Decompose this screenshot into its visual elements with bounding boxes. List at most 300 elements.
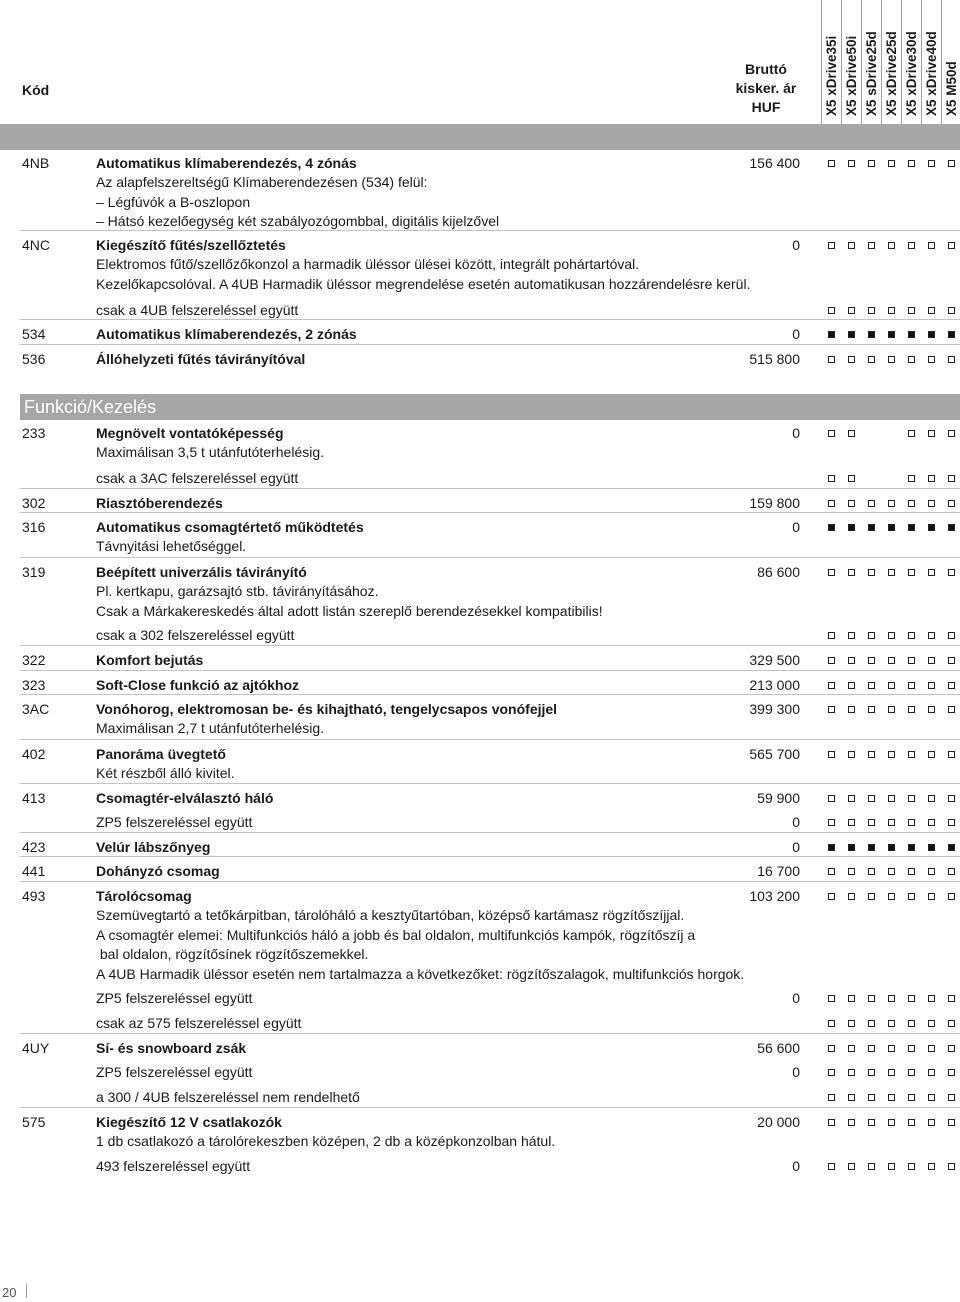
option-code: 323	[22, 677, 46, 693]
optional-equipment-marker	[828, 1069, 835, 1076]
optional-equipment-marker	[848, 569, 855, 576]
optional-equipment-marker	[868, 1094, 875, 1101]
standard-equipment-marker	[848, 331, 855, 338]
optional-equipment-marker	[948, 682, 955, 689]
option-price: 59 900	[757, 790, 800, 806]
optional-equipment-marker	[868, 1069, 875, 1076]
column-divider	[901, 0, 902, 124]
optional-equipment-marker	[828, 242, 835, 249]
optional-equipment-marker	[908, 307, 915, 314]
option-detail-line: Pl. kertkapu, garázsajtó stb. távirányításához.	[96, 583, 379, 600]
option-description	[96, 1088, 756, 1107]
option-price: 213 000	[749, 677, 800, 693]
row-divider	[20, 739, 960, 740]
optional-equipment-marker	[868, 1020, 875, 1027]
option-code: 4NB	[22, 155, 50, 171]
standard-equipment-marker	[908, 524, 915, 531]
optional-equipment-marker	[948, 751, 955, 758]
optional-equipment-marker	[908, 1069, 915, 1076]
optional-equipment-marker	[848, 242, 855, 249]
standard-equipment-marker	[888, 844, 895, 851]
option-title: Velúr lábszőnyeg	[96, 839, 211, 855]
optional-equipment-marker	[868, 632, 875, 639]
optional-equipment-marker	[908, 657, 915, 664]
optional-equipment-marker	[848, 1045, 855, 1052]
optional-equipment-marker	[928, 706, 935, 713]
option-detail-line: csak az 575 felszereléssel együtt	[96, 1015, 302, 1031]
option-detail-line: – Hátsó kezelőegység két szabályozógombbal, digitális kijelzővel	[96, 213, 500, 230]
option-description	[96, 154, 756, 232]
optional-equipment-marker	[828, 819, 835, 826]
standard-equipment-marker	[928, 844, 935, 851]
option-description	[96, 989, 756, 1008]
option-title: Tárolócsomag	[96, 888, 192, 904]
optional-equipment-marker	[928, 160, 935, 167]
option-title: Soft-Close funkció az ajtókhoz	[96, 677, 300, 693]
optional-equipment-marker	[868, 893, 875, 900]
optional-equipment-marker	[908, 160, 915, 167]
optional-equipment-marker	[868, 307, 875, 314]
option-price: 16 700	[757, 863, 800, 879]
optional-equipment-marker	[908, 1094, 915, 1101]
optional-equipment-marker	[908, 569, 915, 576]
optional-equipment-marker	[948, 307, 955, 314]
standard-equipment-marker	[868, 844, 875, 851]
option-code: 441	[22, 863, 46, 879]
optional-equipment-marker	[888, 995, 895, 1002]
option-price: 0	[792, 326, 800, 342]
optional-equipment-marker	[828, 500, 835, 507]
optional-equipment-marker	[928, 569, 935, 576]
optional-equipment-marker	[928, 795, 935, 802]
optional-equipment-marker	[948, 632, 955, 639]
option-description	[96, 469, 756, 488]
optional-equipment-marker	[848, 657, 855, 664]
optional-equipment-marker	[908, 632, 915, 639]
optional-equipment-marker	[888, 868, 895, 875]
optional-equipment-marker	[828, 868, 835, 875]
optional-equipment-marker	[868, 657, 875, 664]
optional-equipment-marker	[828, 356, 835, 363]
optional-equipment-marker	[848, 1069, 855, 1076]
optional-equipment-marker	[888, 1119, 895, 1126]
optional-equipment-marker	[888, 356, 895, 363]
row-divider	[20, 557, 960, 558]
standard-equipment-marker	[948, 331, 955, 338]
optional-equipment-marker	[888, 1163, 895, 1170]
standard-equipment-marker	[908, 331, 915, 338]
option-description	[96, 325, 756, 344]
section-header	[20, 394, 960, 420]
option-price: 86 600	[757, 564, 800, 580]
option-price: 103 200	[749, 888, 800, 904]
standard-equipment-marker	[888, 524, 895, 531]
option-code: 322	[22, 652, 46, 668]
optional-equipment-marker	[948, 569, 955, 576]
option-code: 413	[22, 790, 46, 806]
option-code: 536	[22, 351, 46, 367]
column-divider	[921, 0, 922, 124]
option-price: 0	[792, 814, 800, 830]
option-code: 302	[22, 495, 46, 511]
optional-equipment-marker	[828, 1163, 835, 1170]
optional-equipment-marker	[828, 569, 835, 576]
option-title: Automatikus csomagtértető működtetés	[96, 519, 364, 535]
option-price: 0	[792, 990, 800, 1006]
option-code: 319	[22, 564, 46, 580]
option-detail-line: Elektromos fűtő/szellőzőkonzol a harmadik üléssor ülései között, integrált pohártartóval.	[96, 256, 640, 273]
optional-equipment-marker	[828, 657, 835, 664]
optional-equipment-marker	[948, 657, 955, 664]
optional-equipment-marker	[848, 1119, 855, 1126]
standard-equipment-marker	[868, 524, 875, 531]
optional-equipment-marker	[908, 893, 915, 900]
optional-equipment-marker	[828, 1119, 835, 1126]
option-detail-line: Kezelőkapcsolóval. A 4UB Harmadik üléssor megrendelése esetén automatikusan hozzárendelésre kerül.	[96, 275, 751, 292]
optional-equipment-marker	[928, 475, 935, 482]
optional-equipment-marker	[848, 1020, 855, 1027]
optional-equipment-marker	[928, 307, 935, 314]
optional-equipment-marker	[848, 706, 855, 713]
model-column-header: X5 M50d	[944, 61, 959, 116]
optional-equipment-marker	[908, 868, 915, 875]
optional-equipment-marker	[888, 500, 895, 507]
option-detail-line: ZP5 felszereléssel együtt	[96, 990, 253, 1006]
option-title: Komfort bejutás	[96, 652, 204, 668]
optional-equipment-marker	[928, 1094, 935, 1101]
optional-equipment-marker	[868, 868, 875, 875]
optional-equipment-marker	[888, 819, 895, 826]
optional-equipment-marker	[888, 795, 895, 802]
option-price: 0	[792, 1064, 800, 1080]
optional-equipment-marker	[848, 356, 855, 363]
optional-equipment-marker	[908, 1020, 915, 1027]
option-detail-line: A csomagtér elemei: Multifunkciós háló a jobb és bal oldalon, multifunkciós kampók, rögzítőszíj a	[96, 926, 696, 943]
option-price: 329 500	[749, 652, 800, 668]
option-code: 4NC	[22, 237, 51, 253]
standard-equipment-marker	[908, 844, 915, 851]
optional-equipment-marker	[868, 1045, 875, 1052]
optional-equipment-marker	[848, 893, 855, 900]
option-title: Panoráma üvegtető	[96, 746, 226, 762]
option-price: 156 400	[749, 155, 800, 171]
option-detail-line: A 4UB Harmadik üléssor esetén nem tartalmazza a következőket: rögzítőszalagok, multifunkciós horgok.	[96, 965, 745, 982]
option-title: Riasztóberendezés	[96, 495, 223, 511]
optional-equipment-marker	[908, 1163, 915, 1170]
optional-equipment-marker	[868, 995, 875, 1002]
optional-equipment-marker	[948, 706, 955, 713]
optional-equipment-marker	[928, 868, 935, 875]
optional-equipment-marker	[908, 475, 915, 482]
optional-equipment-marker	[948, 1163, 955, 1170]
optional-equipment-marker	[888, 160, 895, 167]
optional-equipment-marker	[948, 868, 955, 875]
optional-equipment-marker	[868, 356, 875, 363]
optional-equipment-marker	[948, 1020, 955, 1027]
option-detail-line: 493 felszereléssel együtt	[96, 1158, 251, 1174]
optional-equipment-marker	[928, 1020, 935, 1027]
option-title: Kiegészítő fűtés/szellőztetés	[96, 237, 286, 253]
optional-equipment-marker	[908, 356, 915, 363]
optional-equipment-marker	[908, 1119, 915, 1126]
optional-equipment-marker	[888, 632, 895, 639]
optional-equipment-marker	[888, 682, 895, 689]
option-title: Kiegészítő 12 V csatlakozók	[96, 1114, 282, 1130]
optional-equipment-marker	[888, 1045, 895, 1052]
optional-equipment-marker	[928, 430, 935, 437]
standard-equipment-marker	[828, 524, 835, 531]
optional-equipment-marker	[828, 751, 835, 758]
optional-equipment-marker	[828, 893, 835, 900]
option-code: 4UY	[22, 1040, 50, 1056]
price-column-header	[735, 60, 797, 117]
optional-equipment-marker	[868, 242, 875, 249]
optional-equipment-marker	[848, 868, 855, 875]
optional-equipment-marker	[908, 795, 915, 802]
price-header-line: HUF	[751, 99, 781, 115]
standard-equipment-marker	[848, 524, 855, 531]
optional-equipment-marker	[828, 1094, 835, 1101]
optional-equipment-marker	[848, 475, 855, 482]
option-description	[96, 424, 756, 463]
optional-equipment-marker	[868, 795, 875, 802]
optional-equipment-marker	[868, 569, 875, 576]
standard-equipment-marker	[948, 844, 955, 851]
option-description	[96, 700, 756, 739]
optional-equipment-marker	[848, 430, 855, 437]
option-code: 423	[22, 839, 46, 855]
option-description	[96, 494, 756, 513]
option-detail-line: Távnyitási lehetőséggel.	[96, 538, 247, 555]
section-title: Funkció/Kezelés	[24, 397, 157, 417]
option-description	[96, 789, 756, 808]
option-detail-line: Az alapfelszereltségű Klímaberendezésen (534) felül:	[96, 174, 428, 191]
column-divider	[881, 0, 882, 124]
option-detail-line: Maximálisan 2,7 t utánfutóterhelésig.	[96, 720, 325, 737]
option-title: Dohányzó csomag	[96, 863, 220, 879]
optional-equipment-marker	[848, 307, 855, 314]
option-price: 0	[792, 519, 800, 535]
optional-equipment-marker	[948, 1119, 955, 1126]
optional-equipment-marker	[848, 1163, 855, 1170]
optional-equipment-marker	[928, 1069, 935, 1076]
optional-equipment-marker	[908, 430, 915, 437]
page-number: 20	[2, 1285, 17, 1300]
optional-equipment-marker	[828, 995, 835, 1002]
option-price: 56 600	[757, 1040, 800, 1056]
option-detail-line: Két részből álló kivitel.	[96, 765, 235, 782]
option-description	[96, 563, 756, 621]
optional-equipment-marker	[868, 1119, 875, 1126]
optional-equipment-marker	[948, 819, 955, 826]
optional-equipment-marker	[908, 995, 915, 1002]
optional-equipment-marker	[908, 706, 915, 713]
optional-equipment-marker	[948, 795, 955, 802]
column-divider	[861, 0, 862, 124]
optional-equipment-marker	[948, 995, 955, 1002]
option-detail-line: bal oldalon, rögzítősínek rögzítőszemekkel.	[96, 946, 369, 963]
option-description	[96, 1063, 756, 1082]
option-title: Csomagtér-elválasztó háló	[96, 790, 274, 806]
optional-equipment-marker	[948, 1069, 955, 1076]
optional-equipment-marker	[908, 1045, 915, 1052]
optional-equipment-marker	[928, 751, 935, 758]
optional-equipment-marker	[928, 819, 935, 826]
optional-equipment-marker	[928, 356, 935, 363]
optional-equipment-marker	[908, 751, 915, 758]
optional-equipment-marker	[848, 795, 855, 802]
option-description	[96, 887, 756, 984]
option-description	[96, 518, 756, 557]
footer-divider	[26, 1284, 27, 1298]
model-column-header: X5 sDrive25d	[864, 31, 879, 116]
optional-equipment-marker	[828, 475, 835, 482]
option-code: 534	[22, 326, 46, 342]
optional-equipment-marker	[848, 632, 855, 639]
standard-equipment-marker	[868, 331, 875, 338]
optional-equipment-marker	[868, 682, 875, 689]
optional-equipment-marker	[948, 242, 955, 249]
column-divider	[841, 0, 842, 124]
option-detail-line: csak a 302 felszereléssel együtt	[96, 627, 295, 643]
option-detail-line: 1 db csatlakozó a tárolórekeszben középen, 2 db a középkonzolban hátul.	[96, 1133, 556, 1150]
optional-equipment-marker	[828, 682, 835, 689]
optional-equipment-marker	[848, 682, 855, 689]
option-detail-line: – Légfúvók a B-oszlopon	[96, 193, 251, 210]
optional-equipment-marker	[928, 1045, 935, 1052]
option-detail-line: ZP5 felszereléssel együtt	[96, 814, 253, 830]
option-price: 515 800	[749, 351, 800, 367]
model-column-header: X5 xDrive40d	[924, 31, 939, 116]
optional-equipment-marker	[928, 1163, 935, 1170]
model-column-header: X5 xDrive25d	[884, 31, 899, 116]
model-column-header: X5 xDrive50i	[844, 35, 859, 116]
option-description	[96, 1039, 756, 1058]
option-title: Vonóhorog, elektromosan be- és kihajtható, tengelycsapos vonófejjel	[96, 701, 558, 717]
model-column-header: X5 xDrive30d	[904, 31, 919, 116]
option-description	[96, 236, 756, 294]
optional-equipment-marker	[928, 893, 935, 900]
optional-equipment-marker	[948, 1094, 955, 1101]
optional-equipment-marker	[888, 893, 895, 900]
optional-equipment-marker	[868, 160, 875, 167]
option-detail-line: a 300 / 4UB felszereléssel nem rendelhető	[96, 1089, 360, 1105]
optional-equipment-marker	[828, 430, 835, 437]
optional-equipment-marker	[868, 1163, 875, 1170]
option-detail-line: Maximálisan 3,5 t utánfutóterhelésig.	[96, 444, 325, 461]
optional-equipment-marker	[908, 242, 915, 249]
option-description	[96, 1157, 756, 1176]
price-header-line: Bruttó	[745, 61, 787, 77]
optional-equipment-marker	[888, 1020, 895, 1027]
option-code: 493	[22, 888, 46, 904]
option-description	[96, 745, 756, 784]
option-price: 0	[792, 1158, 800, 1174]
option-code: 575	[22, 1114, 46, 1130]
optional-equipment-marker	[888, 1094, 895, 1101]
optional-equipment-marker	[948, 160, 955, 167]
option-price: 159 800	[749, 495, 800, 511]
optional-equipment-marker	[848, 751, 855, 758]
optional-equipment-marker	[868, 500, 875, 507]
optional-equipment-marker	[848, 819, 855, 826]
option-description	[96, 1014, 756, 1033]
optional-equipment-marker	[948, 500, 955, 507]
optional-equipment-marker	[828, 1020, 835, 1027]
optional-equipment-marker	[928, 682, 935, 689]
price-header-line: kisker. ár	[735, 80, 797, 96]
option-title: Automatikus klímaberendezés, 4 zónás	[96, 155, 357, 171]
optional-equipment-marker	[908, 500, 915, 507]
standard-equipment-marker	[888, 331, 895, 338]
optional-equipment-marker	[888, 307, 895, 314]
optional-equipment-marker	[828, 160, 835, 167]
optional-equipment-marker	[928, 1119, 935, 1126]
optional-equipment-marker	[948, 893, 955, 900]
optional-equipment-marker	[848, 995, 855, 1002]
column-divider	[941, 0, 942, 124]
optional-equipment-marker	[948, 430, 955, 437]
option-description	[96, 838, 756, 857]
optional-equipment-marker	[868, 706, 875, 713]
option-code: 3AC	[22, 701, 50, 717]
optional-equipment-marker	[928, 657, 935, 664]
option-title: Sí- és snowboard zsák	[96, 1040, 247, 1056]
code-column-header: Kód	[22, 82, 50, 98]
option-detail-line: csak a 3AC felszereléssel együtt	[96, 470, 299, 486]
option-description	[96, 651, 756, 670]
option-detail-line: Szemüvegtartó a tetőkárpitban, tárolóháló a kesztyűtartóban, középső kartámasz rögzítőszíjjal.	[96, 907, 685, 924]
option-detail-line: ZP5 felszereléssel együtt	[96, 1064, 253, 1080]
optional-equipment-marker	[848, 500, 855, 507]
optional-equipment-marker	[888, 706, 895, 713]
option-title: Állóhelyzeti fűtés távirányítóval	[96, 351, 306, 367]
optional-equipment-marker	[868, 751, 875, 758]
option-description	[96, 813, 756, 832]
optional-equipment-marker	[828, 706, 835, 713]
optional-equipment-marker	[868, 819, 875, 826]
optional-equipment-marker	[828, 1045, 835, 1052]
optional-equipment-marker	[848, 1094, 855, 1101]
option-price: 0	[792, 839, 800, 855]
optional-equipment-marker	[888, 1069, 895, 1076]
option-detail-line: Csak a Márkakereskedés által adott listán szereplő berendezésekkel kompatibilis!	[96, 602, 603, 619]
option-title: Automatikus klímaberendezés, 2 zónás	[96, 326, 357, 342]
option-description	[96, 301, 756, 320]
optional-equipment-marker	[928, 632, 935, 639]
option-price: 20 000	[757, 1114, 800, 1130]
standard-equipment-marker	[948, 524, 955, 531]
option-title: Beépített univerzális távirányító	[96, 564, 307, 580]
column-divider	[821, 0, 822, 124]
option-price: 0	[792, 425, 800, 441]
standard-equipment-marker	[828, 331, 835, 338]
optional-equipment-marker	[928, 242, 935, 249]
option-price: 399 300	[749, 701, 800, 717]
optional-equipment-marker	[848, 160, 855, 167]
option-description	[96, 1113, 756, 1152]
option-code: 233	[22, 425, 46, 441]
optional-equipment-marker	[888, 751, 895, 758]
standard-equipment-marker	[848, 844, 855, 851]
optional-equipment-marker	[948, 356, 955, 363]
optional-equipment-marker	[928, 995, 935, 1002]
optional-equipment-marker	[948, 1045, 955, 1052]
header-band	[0, 124, 960, 150]
standard-equipment-marker	[828, 844, 835, 851]
option-price: 565 700	[749, 746, 800, 762]
option-code: 316	[22, 519, 46, 535]
